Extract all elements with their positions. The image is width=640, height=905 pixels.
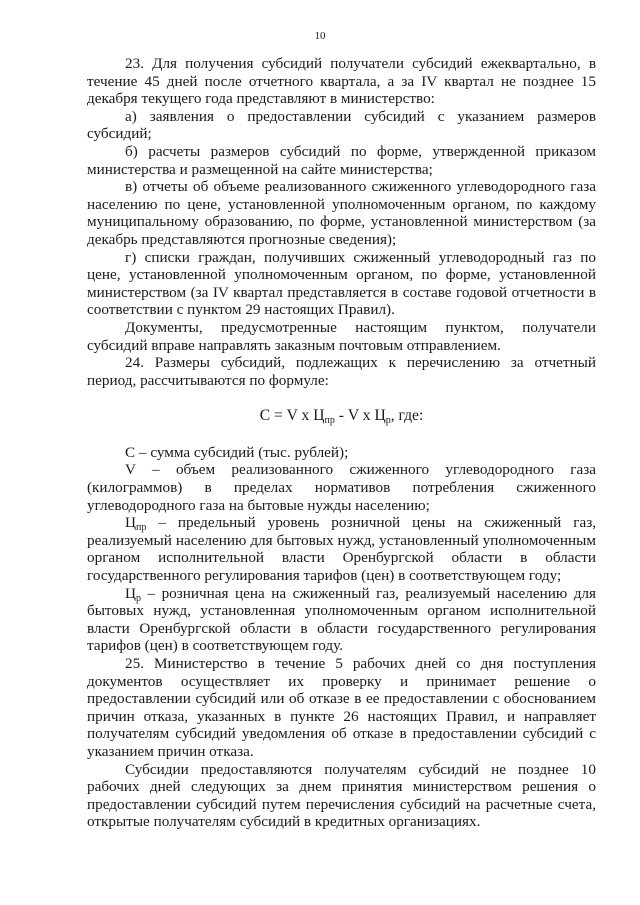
- item-g: г) списки граждан, получивших сжиженный углеводородный газ по цене, установленной уполномоченным органом, по форме, установленной министерством (за IV квартал представляется в составе годовой отчетности в соответствии с пунктом 29 настоящих Правил).: [87, 248, 596, 319]
- definition-v: V – объем реализованного сжиженного углеводородного газа (килограммов) в пределах нормативов потребления сжиженного углеводородного газа на бытовые нужды населению;: [87, 461, 596, 514]
- formula-lhs: С = V х Ц: [259, 407, 325, 425]
- definition-c: С – сумма субсидий (тыс. рублей);: [125, 443, 349, 461]
- definition-cr: [87, 585, 596, 655]
- definition-cpr-text: – предельный уровень розничной цены на сжиженный газ, реализуемый населению для бытовых нужд, установленный уполномоченным органом исполнительной власти Оренбургской области в области государственного регулирования тарифов (цен) в соответствующем году;: [87, 514, 596, 585]
- item-a: а) заявления о предоставлении субсидий с указанием размеров субсидий;: [87, 107, 596, 143]
- item-b: б) расчеты размеров субсидий по форме, утвержденной приказом министерства и размещенной на сайте министерства;: [87, 142, 596, 178]
- item-v: в) отчеты об объеме реализованного сжиженного углеводородного газа населению по цене, установленной уполномоченным органом, по каждому муниципальному образованию, по форме, установленной министерством (за декабрь представляются прогнозные сведения);: [87, 178, 596, 248]
- paragraph-23-intro: 23. Для получения субсидий получатели субсидий ежеквартально, в течение 45 дней после отчетного квартала, а за IV квартал не позднее 15 декабря текущего года представляют в министерство:: [87, 55, 596, 108]
- subsidy-formula: [87, 407, 596, 425]
- formula-mid: - V х Ц: [334, 407, 386, 425]
- formula-sub-r: р: [385, 415, 391, 427]
- symbol-cr: Ц: [125, 584, 136, 602]
- paragraph-25: 25. Министерство в течение 5 рабочих дней со дня поступления документов осуществляет их проверку и принимает решение о предоставлении субсидий или об отказе в ее предоставлении с обоснованием причин отказа, указанных в пункте 26 настоящих Правил, и направляет получателям субсидий уведомления об отказе в предоставлении субсидий с указанием причин отказа.: [87, 655, 596, 760]
- formula-tail: , где:: [390, 407, 424, 425]
- formula-sub-pr: пр: [324, 415, 335, 427]
- document-body: [87, 55, 596, 831]
- definition-cpr: [87, 514, 596, 584]
- payment-paragraph: Субсидии предоставляются получателям субсидий не позднее 10 рабочих дней следующих за днем принятия министерством решения о предоставлении субсидий путем перечисления субсидий на расчетные счета, открытые получателям субсидий в кредитных организациях.: [87, 760, 596, 831]
- documents-paragraph: Документы, предусмотренные настоящим пунктом, получатели субсидий вправе направлять заказным почтовым отправлением.: [87, 318, 596, 354]
- symbol-cpr-sub: пр: [135, 522, 147, 534]
- definition-cr-text: – розничная цена на сжиженный газ, реализуемый населению для бытовых нужд, установленная уполномоченным органом исполнительной власти Оренбургской области в области государственного регулирования тарифов (цен) в соответствующем году.: [87, 584, 596, 655]
- symbol-cpr: Ц: [125, 514, 136, 532]
- page-number: 10: [314, 30, 326, 42]
- paragraph-24-intro: 24. Размеры субсидий, подлежащих к перечислению за отчетный период, рассчитываются по формуле:: [87, 354, 596, 389]
- symbol-cr-sub: р: [135, 592, 141, 604]
